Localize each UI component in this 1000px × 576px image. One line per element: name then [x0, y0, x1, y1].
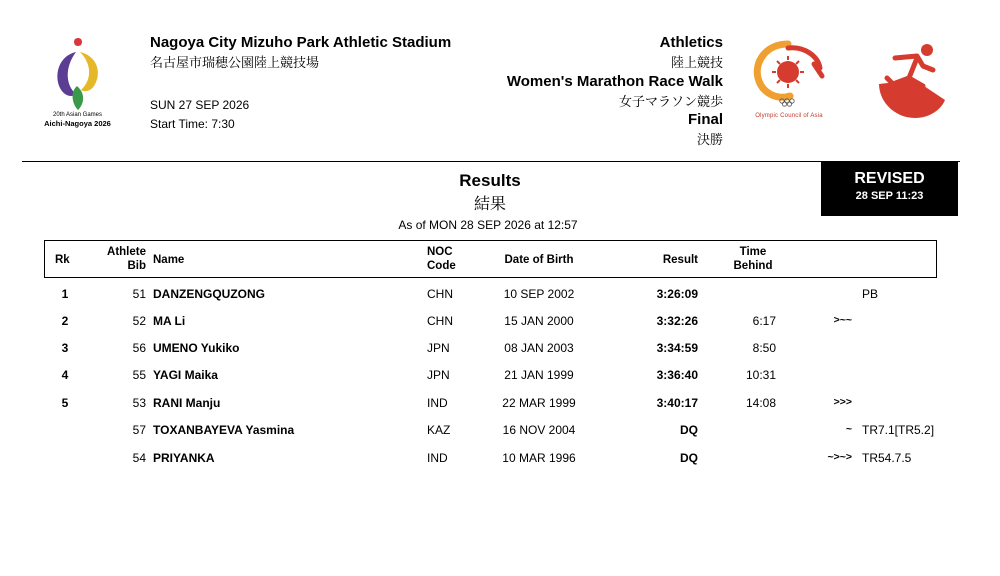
venue-name: Nagoya City Mizuho Park Athletic Stadium [150, 34, 452, 51]
row-bib: 53 [132, 396, 146, 410]
header-time-behind [730, 245, 776, 273]
start-time: Start Time: 7:30 [150, 117, 235, 131]
row-dob: 08 JAN 2003 [504, 341, 574, 355]
row-result: 3:26:09 [656, 287, 698, 301]
row-time-behind: 14:08 [745, 396, 776, 410]
header-noc [427, 245, 456, 273]
row-noc: CHN [427, 287, 453, 301]
games-caption-line-1: 20th Asian Games [52, 112, 103, 118]
row-noc: KAZ [427, 423, 451, 437]
row-bib: 52 [132, 314, 146, 328]
table-row [0, 287, 1000, 307]
header-noc-line-1: NOC [427, 246, 453, 258]
header-bib-line-1: Athlete [107, 246, 146, 258]
header-bib-line-2: Bib [127, 260, 146, 272]
row-name: PRIYANKA [153, 451, 215, 465]
row-name: TOXANBAYEVA Yasmina [153, 423, 295, 437]
row-name: RANI Manju [153, 396, 221, 410]
row-dob: 10 MAR 1996 [502, 451, 576, 465]
row-bib: 51 [132, 287, 146, 301]
table-row [0, 314, 1000, 334]
header-divider [22, 161, 960, 162]
row-judge-marks: ~>~> [827, 451, 852, 463]
row-rank: 5 [61, 396, 69, 410]
event-name: Women's Marathon Race Walk [506, 73, 723, 90]
row-noc: IND [427, 451, 448, 465]
row-judge-marks: >>> [833, 396, 852, 408]
header-time-behind-line-1: Time [739, 246, 767, 258]
row-bib: 54 [132, 451, 146, 465]
row-time-behind: 8:50 [752, 341, 776, 355]
row-note: TR7.1[TR5.2] [862, 423, 935, 437]
header-noc-line-2: Code [427, 260, 456, 272]
row-rank: 2 [61, 314, 69, 328]
table-header [44, 240, 937, 278]
phase-name-jp: 決勝 [696, 132, 723, 147]
row-dob: 21 JAN 1999 [504, 368, 574, 382]
table-row [0, 396, 1000, 416]
row-name: UMENO Yukiko [153, 341, 240, 355]
oca-logo [748, 38, 830, 130]
results-title: Results [459, 171, 521, 190]
row-dob: 16 NOV 2004 [502, 423, 576, 437]
phase-name: Final [687, 111, 723, 128]
revised-badge [821, 162, 958, 216]
row-dob: 15 JAN 2000 [504, 314, 574, 328]
table-row [0, 341, 1000, 361]
row-noc: JPN [427, 341, 450, 355]
row-noc: IND [427, 396, 448, 410]
event-date: SUN 27 SEP 2026 [150, 98, 250, 112]
asian-games-logo [30, 34, 125, 134]
header-dob: Date of Birth [504, 254, 574, 266]
header-time-behind-line-2: Behind [733, 260, 773, 272]
oca-sun-dragon-icon [748, 38, 830, 108]
sport-name-jp: 陸上競技 [670, 55, 723, 70]
header-result: Result [662, 254, 698, 266]
revised-label: REVISED [854, 170, 925, 187]
table-row [0, 368, 1000, 388]
venue-name-jp: 名古屋市瑞穂公園陸上競技場 [150, 55, 320, 70]
row-noc: JPN [427, 368, 450, 382]
row-noc: CHN [427, 314, 453, 328]
row-result: 3:36:40 [656, 368, 698, 382]
sport-name: Athletics [659, 34, 723, 51]
event-name-jp: 女子マラソン競歩 [618, 94, 723, 109]
row-result: 3:34:59 [656, 341, 698, 355]
row-rank: 4 [61, 368, 69, 382]
row-name: DANZENGQUZONG [153, 287, 265, 301]
as-of-timestamp: As of MON 28 SEP 2026 at 12:57 [398, 218, 578, 232]
row-dob: 10 SEP 2002 [503, 287, 575, 301]
row-result: DQ [680, 423, 698, 437]
row-name: YAGI Maika [153, 368, 218, 382]
oca-caption: Olympic Council of Asia [755, 113, 823, 119]
row-result: DQ [680, 451, 698, 465]
athletics-runner-icon [875, 40, 947, 120]
row-result: 3:32:26 [656, 314, 698, 328]
header-name: Name [153, 254, 185, 266]
row-judge-marks: ~ [845, 423, 852, 435]
revised-time: 28 SEP 11:23 [855, 190, 924, 202]
row-rank: 3 [61, 341, 69, 355]
row-name: MA Li [153, 314, 186, 328]
row-dob: 22 MAR 1999 [502, 396, 576, 410]
row-bib: 55 [132, 368, 146, 382]
asian-games-emblem-icon [48, 34, 108, 112]
row-note: PB [862, 287, 879, 301]
row-bib: 57 [132, 423, 146, 437]
row-result: 3:40:17 [656, 396, 698, 410]
table-row [0, 423, 1000, 443]
row-note: TR54.7.5 [862, 451, 912, 465]
header-rank: Rk [55, 254, 70, 266]
header-bib [99, 245, 146, 273]
row-bib: 56 [132, 341, 146, 355]
row-time-behind: 10:31 [745, 368, 776, 382]
results-title-jp: 結果 [473, 196, 506, 213]
row-time-behind: 6:17 [752, 314, 776, 328]
table-row [0, 451, 1000, 471]
games-caption-line-2: Aichi-Nagoya 2026 [44, 119, 111, 128]
row-judge-marks: >~~ [833, 314, 852, 326]
row-rank: 1 [61, 287, 69, 301]
